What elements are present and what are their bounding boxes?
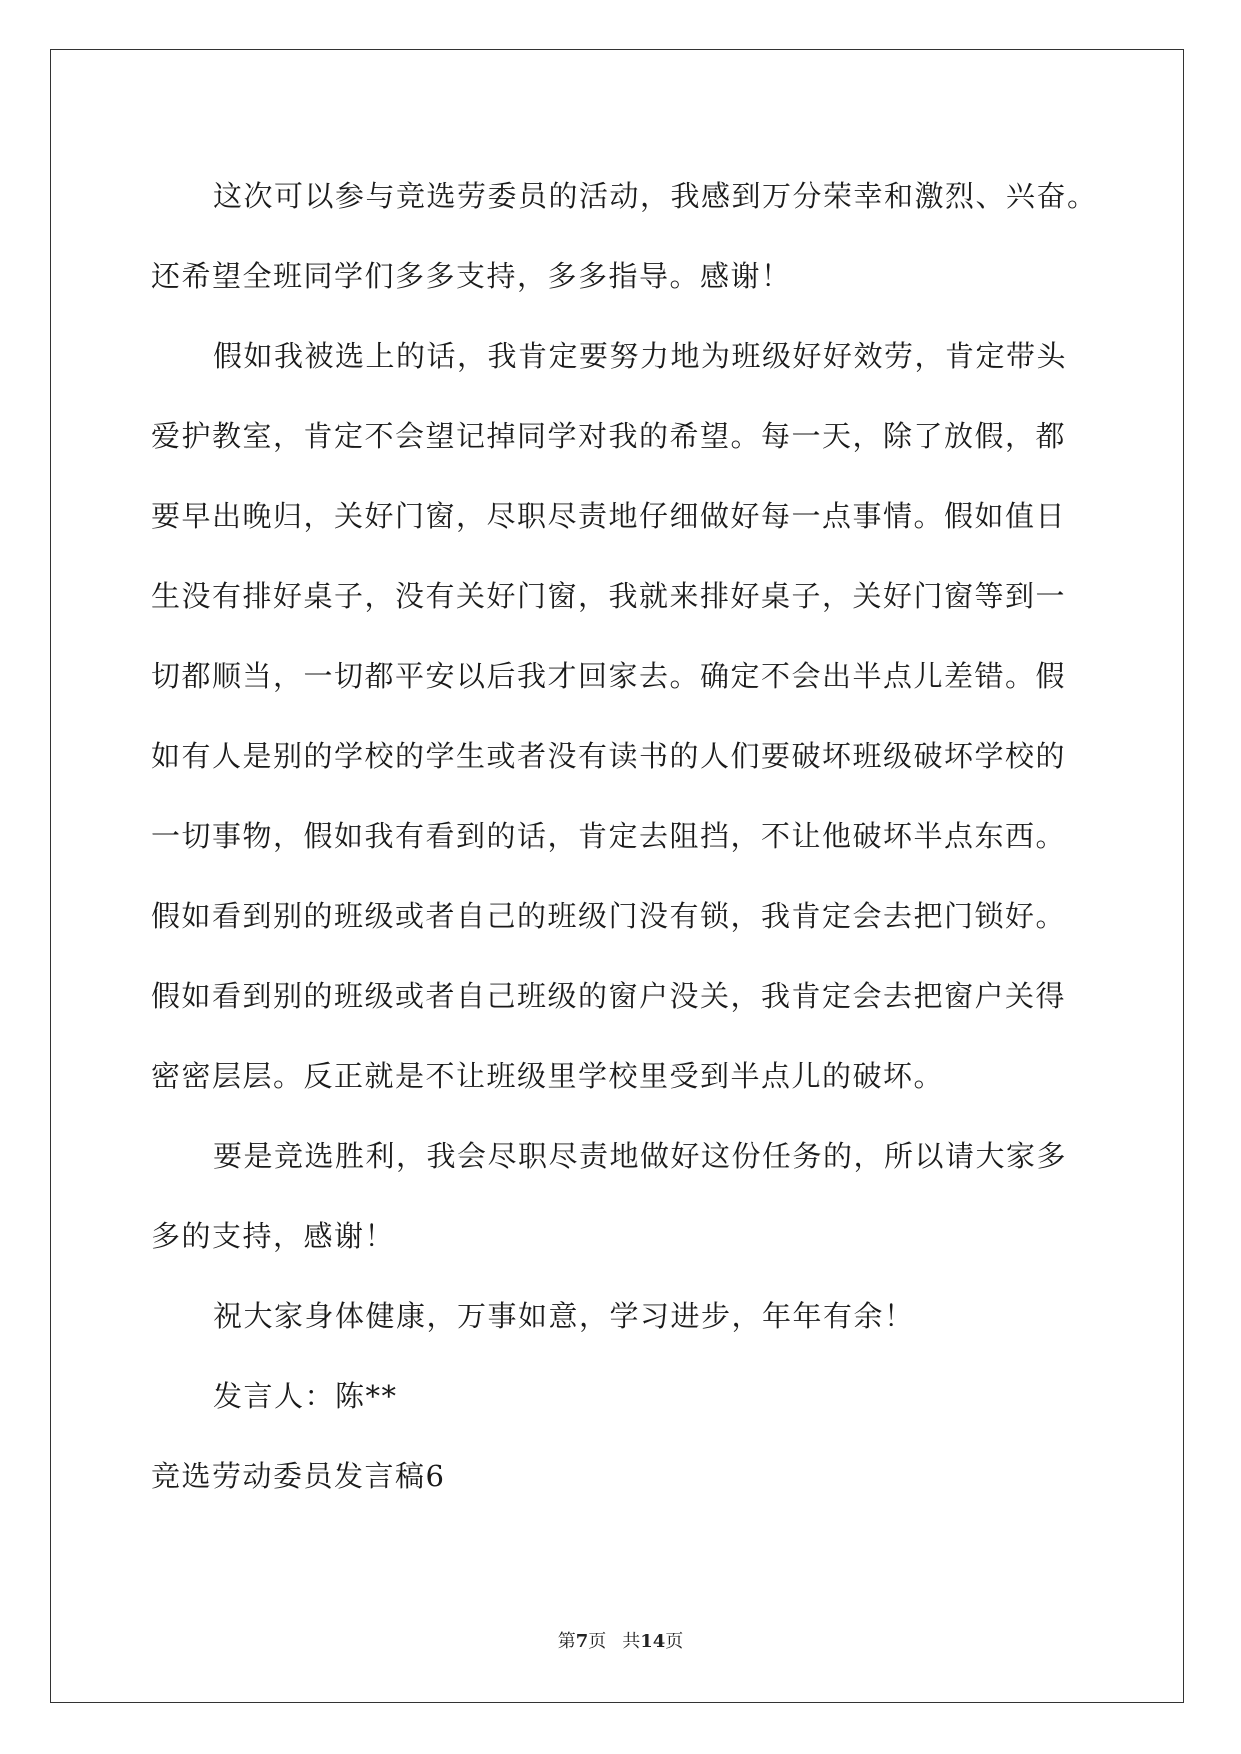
page-total-count: 14 — [640, 1631, 666, 1652]
paragraph-line: 切都顺当，一切都平安以后我才回家去。确定不会出半点儿差错。假 — [151, 659, 1067, 693]
paragraph-line: 假如看到别的班级或者自己的班级门没有锁，我肯定会去把门锁好。 — [151, 899, 1067, 933]
page-total-prefix: 共 — [622, 1631, 641, 1652]
paragraph-line: 一切事物，假如我有看到的话，肯定去阻挡，不让他破坏半点东西。 — [151, 819, 1067, 853]
paragraph-line: 要早出晚归，关好门窗，尽职尽责地仔细做好每一点事情。假如值日 — [151, 499, 1067, 533]
paragraph-line: 密密层层。反正就是不让班级里学校里受到半点儿的破坏。 — [151, 1059, 945, 1093]
section-heading: 竞选劳动委员发言稿6 — [151, 1459, 446, 1493]
page-number-current: 7 — [575, 1631, 589, 1652]
page-total-suffix: 页 — [665, 1631, 684, 1652]
paragraph-line: 假如看到别的班级或者自己班级的窗户没关，我肯定会去把窗户关得 — [151, 979, 1067, 1013]
paragraph-line: 生没有排好桌子，没有关好门窗，我就来排好桌子，关好门窗等到一 — [151, 579, 1067, 613]
paragraph-line: 要是竞选胜利，我会尽职尽责地做好这份任务的，所以请大家多 — [213, 1139, 1068, 1173]
speaker-signature: 发言人：陈** — [213, 1379, 398, 1413]
paragraph-line: 这次可以参与竞选劳委员的活动，我感到万分荣幸和激烈、兴奋。 — [213, 179, 1098, 213]
paragraph-line: 如有人是别的学校的学生或者没有读书的人们要破坏班级破坏学校的 — [151, 739, 1067, 773]
page-number-suffix: 页 — [588, 1631, 607, 1652]
page-number-prefix: 第 — [557, 1631, 576, 1652]
closing-wish: 祝大家身体健康，万事如意，学习进步，年年有余！ — [213, 1299, 915, 1333]
paragraph-line: 多的支持，感谢！ — [151, 1219, 396, 1253]
paragraph-line: 假如我被选上的话，我肯定要努力地为班级好好效劳，肯定带头 — [213, 339, 1068, 373]
paragraph-line: 还希望全班同学们多多支持，多多指导。感谢！ — [151, 259, 792, 293]
document-body — [151, 156, 1098, 1516]
page-footer — [0, 1627, 1241, 1653]
paragraph-line: 爱护教室，肯定不会望记掉同学对我的希望。每一天，除了放假，都 — [151, 419, 1067, 453]
